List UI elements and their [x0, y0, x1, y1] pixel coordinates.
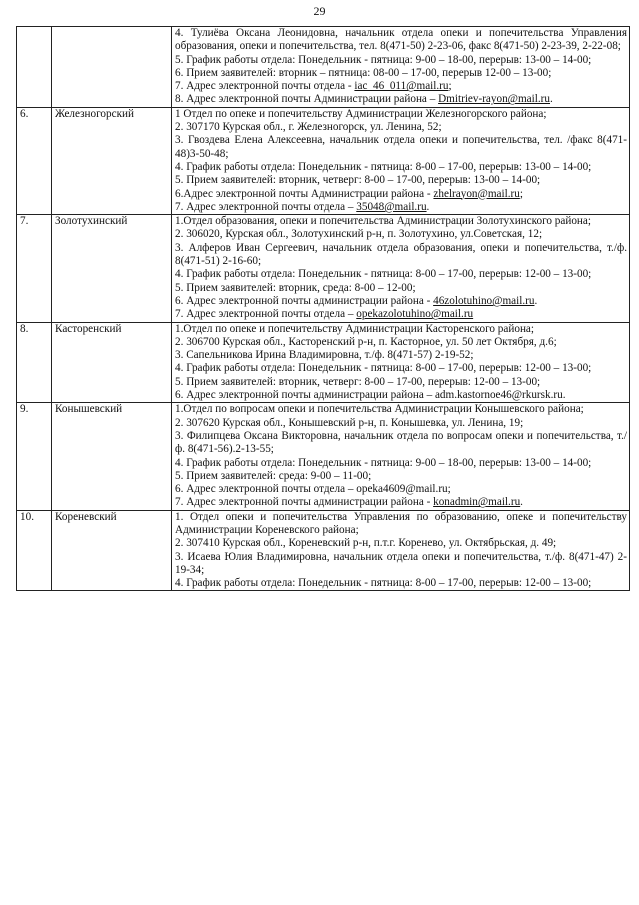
info-line — [175, 121, 627, 134]
info-line — [175, 577, 627, 590]
info-line — [175, 188, 627, 201]
info-line — [175, 483, 627, 496]
info-text: 4. График работы отдела: Понедельник - пятница: 8-00 – 17-00, перерыв: 13-00 – 14-00; — [175, 160, 592, 173]
info-text: 6.Адрес электронной почты Администрации района - — [175, 187, 434, 200]
email-link[interactable]: konadmin@mail.ru — [433, 496, 521, 509]
info-line — [175, 336, 627, 349]
page-number: 29 — [313, 4, 326, 18]
info-line — [175, 215, 627, 228]
info-text: 4. График работы отдела: Понедельник - пятница: 9-00 – 18-00, перерыв: 13-00 – 14-00; — [175, 456, 592, 469]
info-text: 6. Адрес электронной почты отдела – opeka4609@mail.ru; — [175, 483, 451, 496]
info-punct: ; — [519, 187, 523, 200]
info-text: 5. График работы отдела: Понедельник - пятница: 9-00 – 18-00, перерыв: 13-00 – 14-00; — [175, 53, 592, 66]
info-punct: . — [426, 200, 430, 213]
district-info — [172, 107, 630, 214]
info-text: 4. Тулиёва Оксана Леонидовна, начальник отдела опеки и попечительства Управления образования, опеки и попечительства, тел. 8(471-50) 2-23-06, факс 8(471-50) 2-23-39, 2-22-08; — [175, 27, 627, 53]
info-line — [175, 511, 627, 538]
district-info — [172, 27, 630, 108]
info-line — [175, 161, 627, 174]
info-line — [175, 537, 627, 550]
info-text: 1.Отдел по вопросам опеки и попечительства Администрации Конышевского района; — [175, 403, 584, 416]
info-text: 2. 307410 Курская обл., Кореневский р-н, п.т.г. Коренево, ул. Октябрьская, д. 49; — [175, 537, 557, 550]
info-punct: . — [520, 496, 523, 509]
info-text: 2. 306020, Курская обл., Золотухинский р-н, п. Золотухино, ул.Советская, 12; — [175, 228, 543, 241]
row-number: 6. — [17, 107, 52, 214]
district-name: Касторенский — [52, 322, 172, 403]
info-line — [175, 430, 627, 457]
info-line — [175, 242, 627, 269]
info-text: 1.Отдел образования, опеки и попечительства Администрации Золотухинского района; — [175, 215, 591, 228]
district-info — [172, 215, 630, 322]
row-number: 9. — [17, 403, 52, 510]
info-text: 1.Отдел по опеке и попечительству Администрации Касторенского района; — [175, 322, 535, 335]
table-row — [17, 107, 630, 214]
email-link[interactable]: 35048@mail.ru — [356, 200, 427, 213]
info-text: 3. Филипцева Оксана Викторовна, начальник отдела по вопросам опеки и попечительства, т./ф. 8(471-56).2-13-55; — [175, 429, 627, 456]
info-line — [175, 80, 627, 93]
info-punct: ; — [448, 80, 452, 93]
info-text: 6. Адрес электронной почты администрации района – adm.kastornoe46@rkursk.ru. — [175, 389, 566, 402]
info-text: 3. Сапельникова Ирина Владимировна, т./ф. 8(471-57) 2-19-52; — [175, 349, 474, 362]
table-row — [17, 215, 630, 322]
table-row — [17, 403, 630, 510]
info-text: 4. График работы отдела: Понедельник - пятница: 8-00 – 17-00, перерыв: 12-00 – 13-00; — [175, 362, 592, 375]
info-text: 6. Прием заявителей: вторник – пятница: 08-00 – 17-00, перерыв 12-00 – 13-00; — [175, 66, 552, 79]
info-line — [175, 67, 627, 80]
district-name: Конышевский — [52, 403, 172, 510]
district-name: Кореневский — [52, 510, 172, 591]
info-line — [175, 282, 627, 295]
district-name: Золотухинский — [52, 215, 172, 322]
info-line — [175, 27, 627, 54]
info-text: 5. Прием заявителей: вторник, среда: 8-00 – 12-00; — [175, 281, 416, 294]
info-line — [175, 93, 627, 106]
info-text: 5. Прием заявителей: вторник, четверг: 8-00 – 17-00, перерыв: 12-00 – 13-00; — [175, 375, 541, 388]
row-number — [17, 27, 52, 108]
info-text: 3. Алферов Иван Сергеевич, начальник отдела образования, опеки и попечительства, т./ф. 8(471-51) 2-16-60; — [175, 241, 627, 268]
email-link[interactable]: Dmitriev-rayon@mail.ru — [438, 93, 550, 106]
district-name — [52, 27, 172, 108]
info-punct: . — [550, 93, 553, 106]
email-link[interactable]: zhelrayon@mail.ru — [433, 187, 520, 200]
info-text: 5. Прием заявителей: вторник, четверг: 8-00 – 17-00, перерыв: 13-00 – 14-00; — [175, 174, 541, 187]
info-punct: . — [534, 294, 538, 307]
info-line — [175, 496, 627, 509]
email-link[interactable]: iac_46_011@mail.ru — [354, 80, 449, 93]
info-text: 8. Адрес электронной почты Администрации района – — [175, 93, 439, 106]
info-line — [175, 108, 627, 121]
info-text: 3. Исаева Юлия Владимировна, начальник отдела опеки и попечительства, т./ф. 8(471-47) 2-19-34; — [175, 550, 627, 576]
info-line — [175, 228, 627, 241]
info-text: 3. Гвоздева Елена Алексеевна, начальник отдела опеки и попечительства, тел. /факс 8(471-48)3-50-48; — [175, 134, 627, 160]
row-number: 7. — [17, 215, 52, 322]
email-link[interactable]: 46zolotuhino@mail.ru — [433, 294, 535, 307]
info-line — [175, 174, 627, 187]
info-line — [175, 54, 627, 67]
district-info — [172, 322, 630, 403]
info-text: 2. 306700 Курская обл., Касторенский р-н, п. Касторное, ул. 50 лет Октября, д.6; — [175, 335, 557, 348]
info-text: 4. График работы отдела: Понедельник - пятница: 8-00 – 17-00, перерыв: 12-00 – 13-00; — [175, 268, 592, 281]
info-text: 5. Прием заявителей: среда: 9-00 – 11-00; — [175, 469, 372, 482]
info-line — [175, 389, 627, 402]
table-row — [17, 322, 630, 403]
row-number: 10. — [17, 510, 52, 591]
info-line — [175, 457, 627, 470]
info-line — [175, 349, 627, 362]
row-number: 8. — [17, 322, 52, 403]
info-text: 2. 307620 Курская обл., Конышевский р-н, п. Конышевка, ул. Ленина, 19; — [175, 416, 524, 429]
info-line — [175, 417, 627, 430]
info-line — [175, 323, 627, 336]
district-info — [172, 403, 630, 510]
info-text: 7. Адрес электронной почты отдела – — [175, 308, 357, 321]
info-line — [175, 308, 627, 321]
email-link[interactable]: opekazolotuhino@mail.ru — [356, 308, 474, 321]
district-name: Железногорский — [52, 107, 172, 214]
regions-table — [16, 26, 630, 591]
info-line — [175, 362, 627, 375]
info-text: 7. Адрес электронной почты отдела - — [175, 80, 355, 93]
table-row — [17, 27, 630, 108]
district-info — [172, 510, 630, 591]
info-line — [175, 551, 627, 578]
info-text: 7. Адрес электронной почты администрации района - — [175, 496, 434, 509]
table-row — [17, 510, 630, 591]
info-line — [175, 295, 627, 308]
info-text: 1 Отдел по опеке и попечительству Администрации Железногорского района; — [175, 107, 547, 120]
info-line — [175, 403, 627, 416]
info-text: 4. График работы отдела: Понедельник - пятница: 8-00 – 17-00, перерыв: 12-00 – 13-00; — [175, 577, 592, 590]
info-line — [175, 268, 627, 281]
info-text: 6. Адрес электронной почты администрации района - — [175, 294, 434, 307]
info-line — [175, 134, 627, 161]
info-text: 7. Адрес электронной почты отдела – — [175, 200, 357, 213]
info-line — [175, 470, 627, 483]
info-line — [175, 376, 627, 389]
info-line — [175, 201, 627, 214]
info-text: 1. Отдел опеки и попечительства Управления по образованию, опеке и попечительству Администрации Кореневского района; — [175, 510, 627, 536]
info-text: 2. 307170 Курская обл., г. Железногорск, ул. Ленина, 52; — [175, 121, 442, 134]
